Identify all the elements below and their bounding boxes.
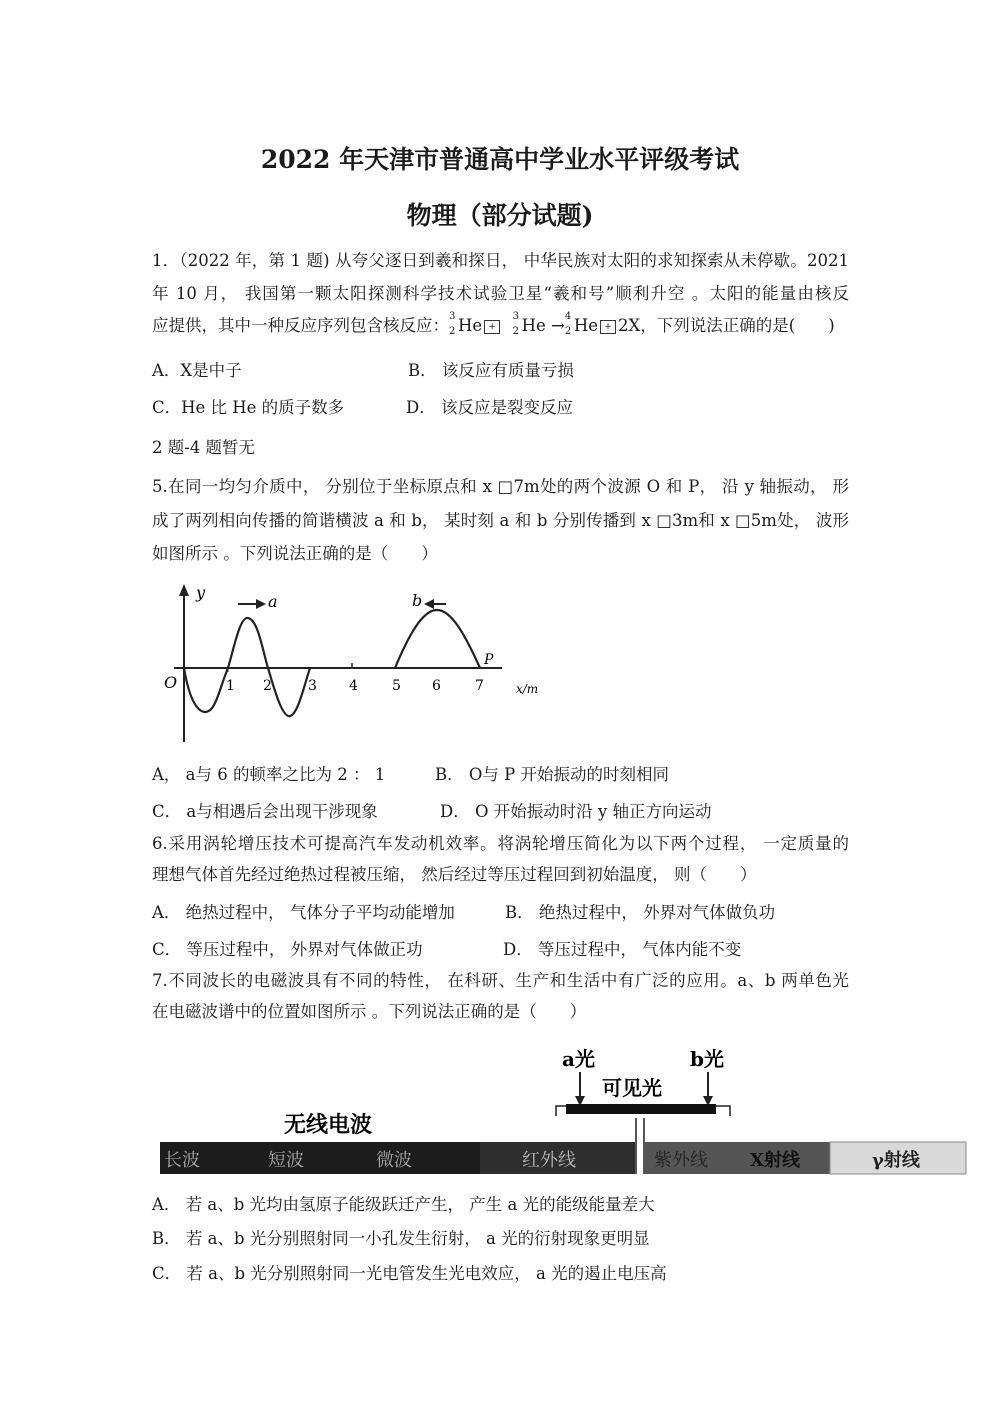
q7-option-a: A． 若 a、b 光均由氢原子能级跃迁产生， 产生 a 光的能级能量差大: [152, 1195, 655, 1214]
wave-figure: [160, 582, 560, 747]
q6-option-d: D． 等压过程中， 气体内能不变: [503, 940, 742, 959]
visible-band: [566, 1104, 716, 1114]
wave-a-label: a: [268, 592, 278, 611]
q6-line-1: 6.采用涡轮增压技术可提高汽车发动机效率。将涡轮增压简化为以下两个过程， 一定质量的: [152, 834, 849, 853]
point-p-label: P: [484, 652, 494, 668]
b-light-label: b光: [690, 1047, 724, 1071]
q6-option-a: A． 绝热过程中， 气体分子平均动能增加: [152, 903, 455, 922]
a-light-label: a光: [562, 1047, 595, 1071]
long-wave-label: 长波: [164, 1150, 200, 1171]
q5-option-b: B． O与 P 开始振动的时刻相同: [435, 765, 669, 784]
nuclide-he4: 4 2 He: [564, 311, 599, 337]
q1-option-b: B． 该反应有质量亏损: [408, 361, 574, 380]
note-missing-questions: 2 题-4 题暂无: [152, 438, 256, 457]
wave-b-direction-arrow: [424, 599, 434, 609]
q7-line-2: 在电磁波谱中的位置如图所示 。下列说法正确的是（ ）: [152, 1002, 587, 1021]
q7-option-b: B． 若 a、b 光分别照射同一小孔发生衍射， a 光的衍射现象更明显: [152, 1229, 650, 1248]
nuclide-he3: 3 2 He: [512, 311, 546, 337]
q1-option-d: D． 该反应是裂变反应: [406, 398, 573, 417]
exam-subtitle: 物理（部分试题): [406, 201, 594, 230]
wave-a-direction-arrow: [256, 599, 266, 609]
microwave-label: 微波: [376, 1150, 412, 1171]
q6-option-b: B． 绝热过程中， 外界对气体做负功: [505, 903, 776, 922]
q5-option-a: A， a与 6 的顿率之比为 2 ： 1: [152, 765, 386, 784]
q5-line-3: 如图所示 。下列说法正确的是（ ）: [152, 544, 438, 563]
tick-label: 4: [349, 678, 358, 694]
q1-line-1: 1．（2022 年，第 1 题) 从夸父逐日到羲和探日， 中华民族对太阳的求知探索从未停歇。2021: [152, 251, 849, 270]
q6-line-2: 理想气体首先经过绝热过程被压缩， 然后经过等压过程回到初始温度， 则（ ）: [152, 865, 757, 884]
q1-option-a: A．X是中子: [152, 361, 242, 380]
nuclide-he3: 3 2 He: [449, 311, 483, 337]
q5-line-1: 5.在同一均匀介质中， 分别位于坐标原点和 x □7m处的两个波源 O 和 P， 沿 y 轴振动， 形: [152, 477, 849, 496]
spectrum-figure: [150, 1040, 970, 1180]
q7-line-1: 7.不同波长的电磁波具有不同的特性， 在科研、生产和生活中有广泛的应用。a、b 两单色光: [152, 971, 849, 990]
q6-option-c: C． 等压过程中， 外界对气体做正功: [152, 940, 423, 959]
tick-label: 6: [432, 678, 441, 694]
radio-wave-label: 无线电波: [284, 1112, 373, 1138]
q5-option-c: C． a与相遇后会出现干涉现象: [152, 802, 378, 821]
reaction-plus-box: +: [600, 320, 616, 334]
infrared-label: 红外线: [522, 1150, 576, 1171]
gamma-ray-label: γ射线: [872, 1150, 920, 1171]
y-axis-arrow: [179, 584, 189, 596]
reaction-plus-box: +: [484, 320, 500, 334]
q5-option-d: D． O 开始振动时沿 y 轴正方向运动: [440, 802, 712, 821]
x-ticks: [226, 678, 484, 694]
exam-title: 2022 年天津市普通高中学业水平评级考试: [260, 145, 740, 174]
wave-b-label: b: [412, 591, 423, 610]
q1-option-c: C．He 比 He 的质子数多: [152, 398, 345, 417]
origin-label: O: [164, 673, 178, 692]
q7-option-c: C． 若 a、b 光分别照射同一光电管发生光电效应， a 光的遏止电压高: [152, 1264, 667, 1283]
q1-line-3: 应提供，其中一种反应序列包含核反应： 3 2 He + 3 2 He → 4 2 He + 2X，下列说法正确的是( ): [152, 311, 835, 337]
q1-line-2: 年 10 月， 我国第一颗太阳探测科学技术试验卫星“羲和号”顺利升空 。太阳的能量由核反: [152, 284, 849, 303]
x-axis-label: x/m: [516, 682, 539, 696]
q1-line-3-tail: ，下列说法正确的是( ): [640, 316, 835, 335]
visible-light-label: 可见光: [602, 1076, 662, 1100]
tick-label: 1: [226, 678, 235, 694]
short-wave-label: 短波: [268, 1150, 304, 1171]
tick-label: 5: [392, 678, 401, 694]
y-axis-label: y: [196, 583, 206, 602]
tick-label: 3: [308, 678, 317, 694]
q5-line-2: 成了两列相向传播的简谐横波 a 和 b， 某时刻 a 和 b 分别传播到 x □3m和 x □5m处， 波形: [152, 511, 849, 530]
xray-label: X射线: [750, 1150, 800, 1171]
ultraviolet-label: 紫外线: [654, 1150, 708, 1171]
tick-label: 7: [475, 678, 484, 694]
tick-label: 2: [263, 678, 272, 694]
wave-b-curve: [395, 610, 480, 668]
q1-line-3-text: 应提供，其中一种反应序列包含核反应：: [152, 316, 449, 335]
